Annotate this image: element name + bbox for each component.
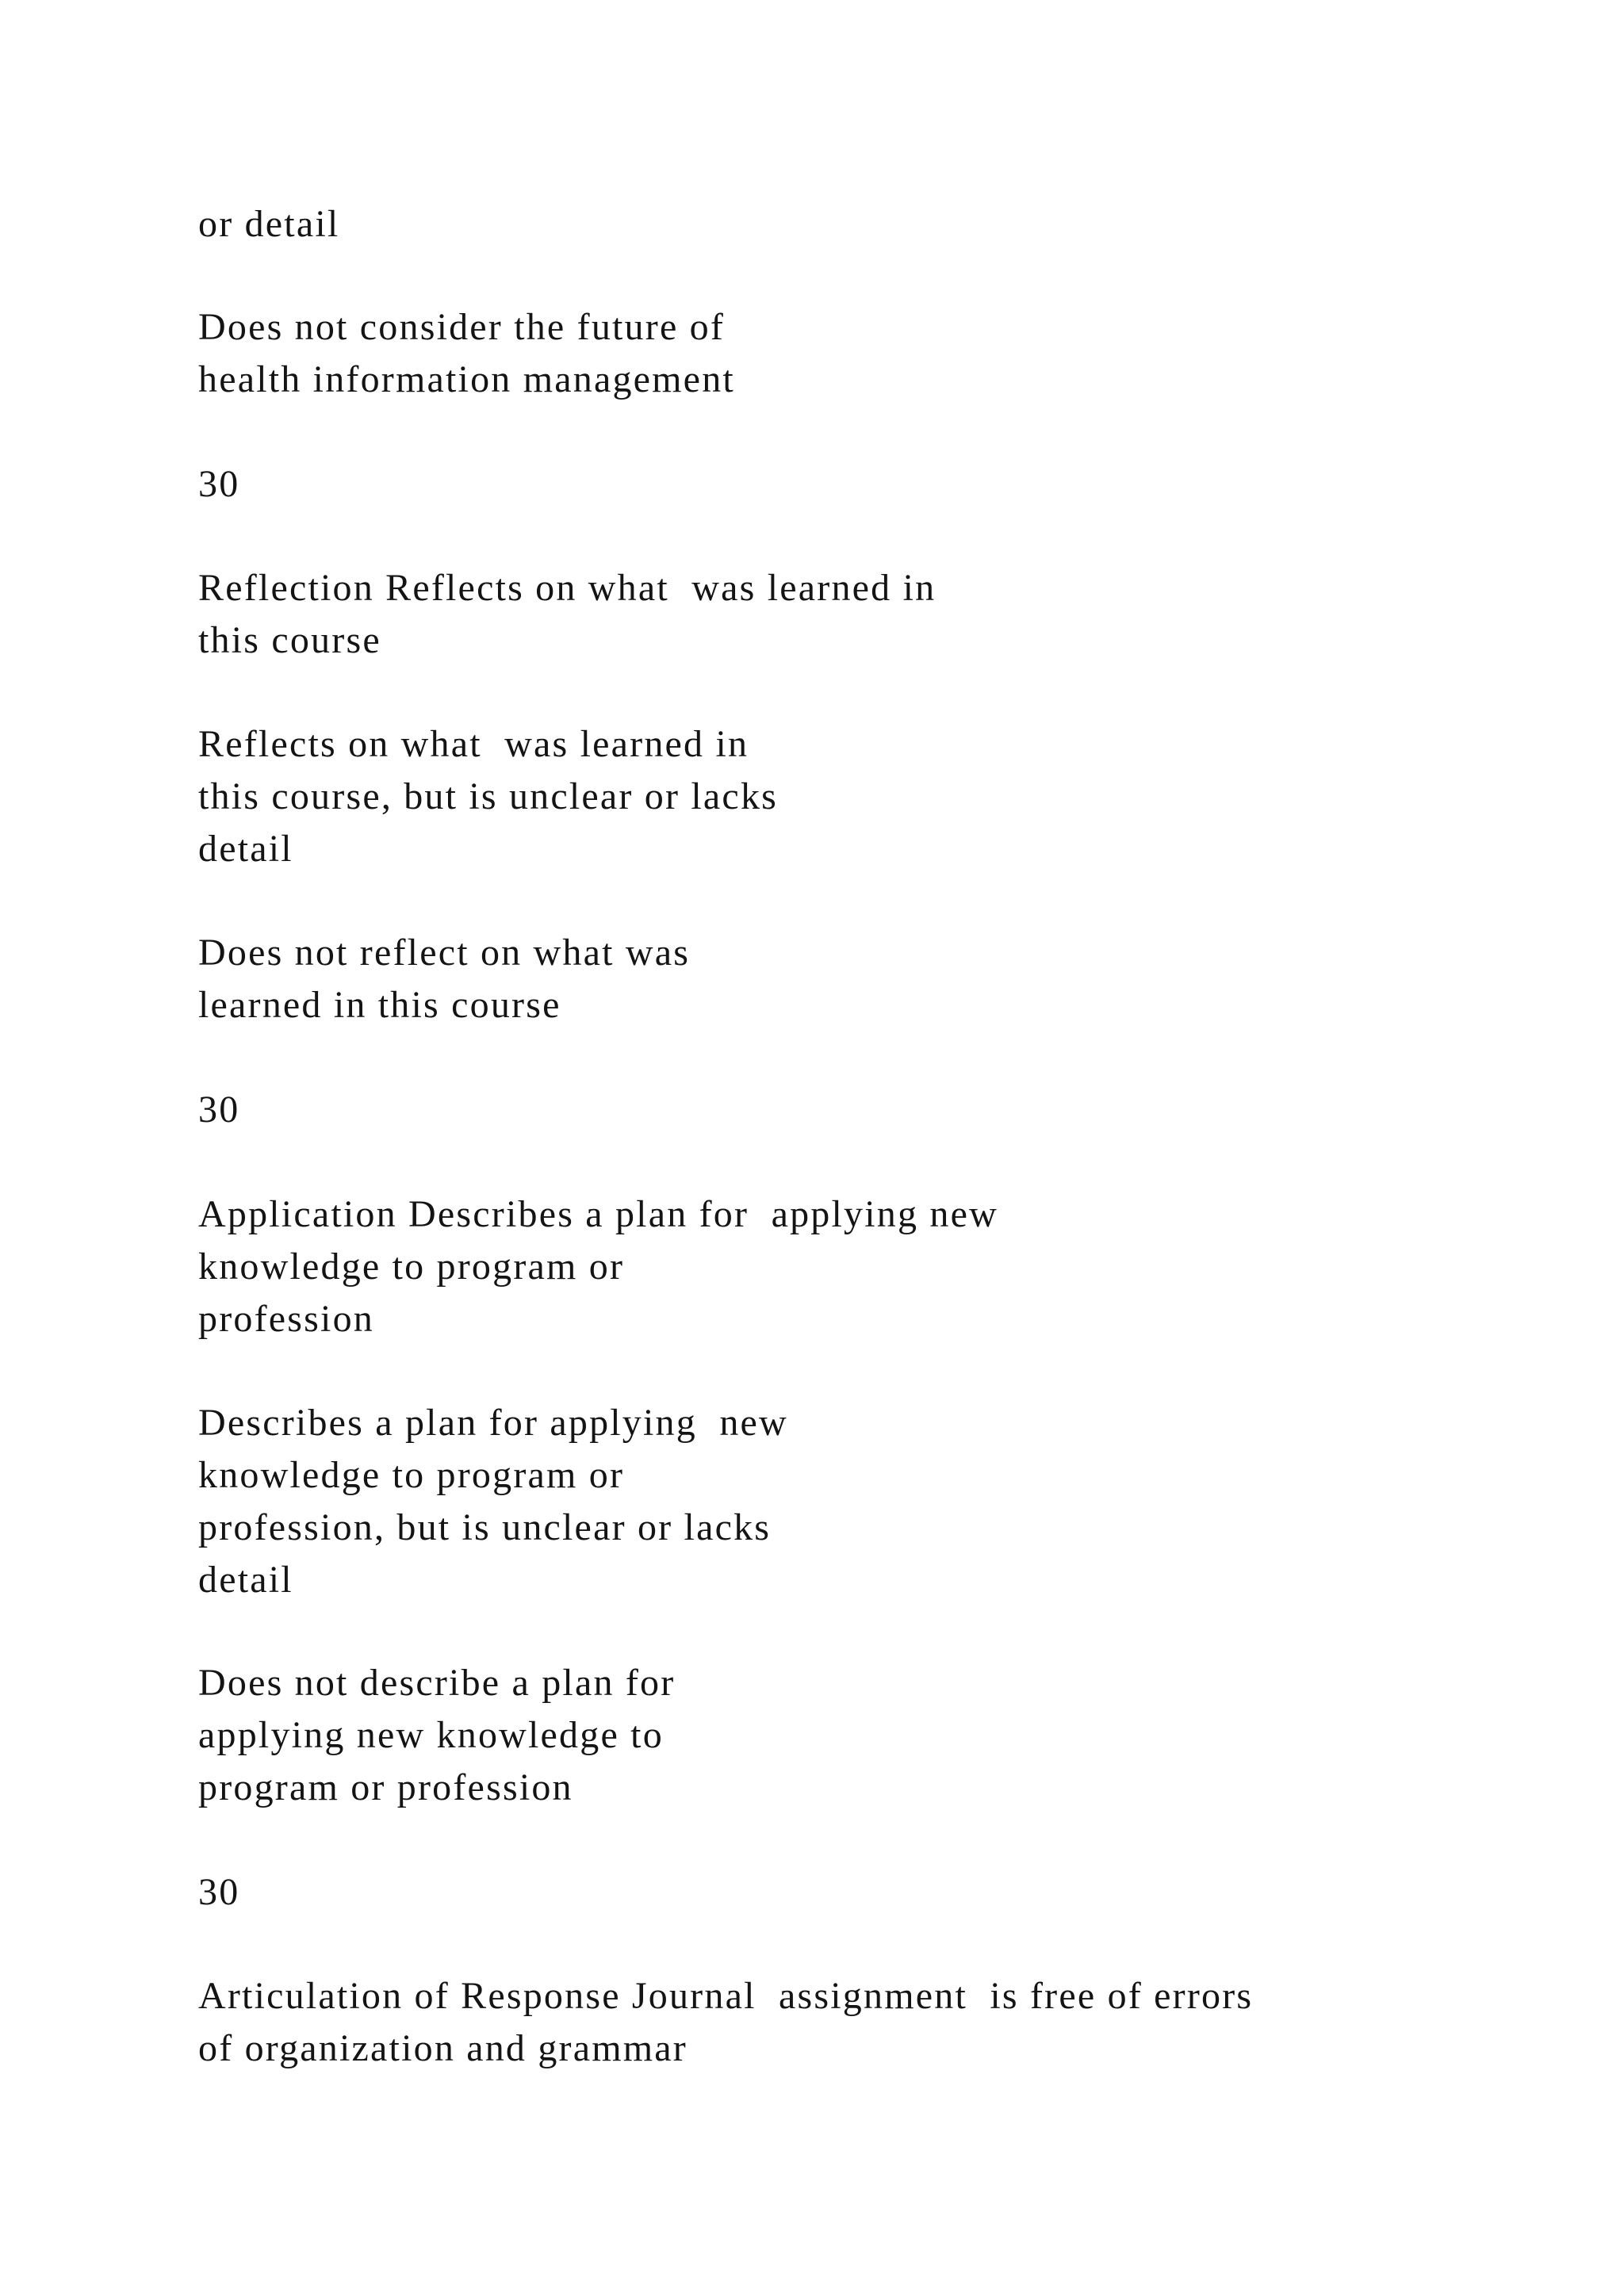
- criterion-text-block: [198, 1397, 788, 1606]
- criterion-text-block: [198, 1970, 1253, 2075]
- text-line: Reflection Reflects on what was learned in: [198, 567, 936, 609]
- text-line: program or profession: [198, 1766, 573, 1808]
- text-line: knowledge to program or: [198, 1246, 625, 1288]
- text-line: health information management: [198, 358, 735, 400]
- points-value: [198, 1084, 239, 1136]
- criterion-text-block: [198, 927, 690, 1031]
- criterion-text-block: [198, 562, 936, 667]
- text-line: this course: [198, 619, 381, 661]
- text-line: profession: [198, 1298, 374, 1340]
- text-line: Describes a plan for applying new: [198, 1402, 788, 1444]
- text-line: knowledge to program or: [198, 1454, 625, 1496]
- text-line: Articulation of Response Journal assignment is free of errors: [198, 1975, 1254, 2017]
- criterion-text-block: [198, 1188, 998, 1345]
- points-value: [198, 458, 239, 511]
- text-line: of organization and grammar: [198, 2027, 688, 2069]
- text-line: Does not consider the future of: [198, 306, 726, 348]
- text-line: Reflects on what was learned in: [198, 723, 749, 765]
- text-line: Application Describes a plan for applying new: [198, 1193, 998, 1235]
- text-line: detail: [198, 1559, 293, 1601]
- criterion-text-block: [198, 301, 735, 406]
- text-line: profession, but is unclear or lacks: [198, 1506, 772, 1548]
- text-line: 30: [198, 1871, 240, 1913]
- text-line: Does not reflect on what was: [198, 932, 691, 974]
- text-line: learned in this course: [198, 984, 561, 1026]
- criterion-text-block: [198, 718, 778, 875]
- text-line: detail: [198, 828, 293, 870]
- text-line: this course, but is unclear or lacks: [198, 775, 779, 817]
- points-value: [198, 1866, 239, 1919]
- text-line: 30: [198, 1089, 240, 1131]
- text-line: Does not describe a plan for: [198, 1662, 676, 1704]
- text-line: 30: [198, 463, 240, 505]
- text-line: applying new knowledge to: [198, 1714, 664, 1756]
- text-line: or detail: [198, 203, 340, 245]
- criterion-text-block: [198, 1657, 675, 1814]
- criterion-text-block: [198, 198, 339, 251]
